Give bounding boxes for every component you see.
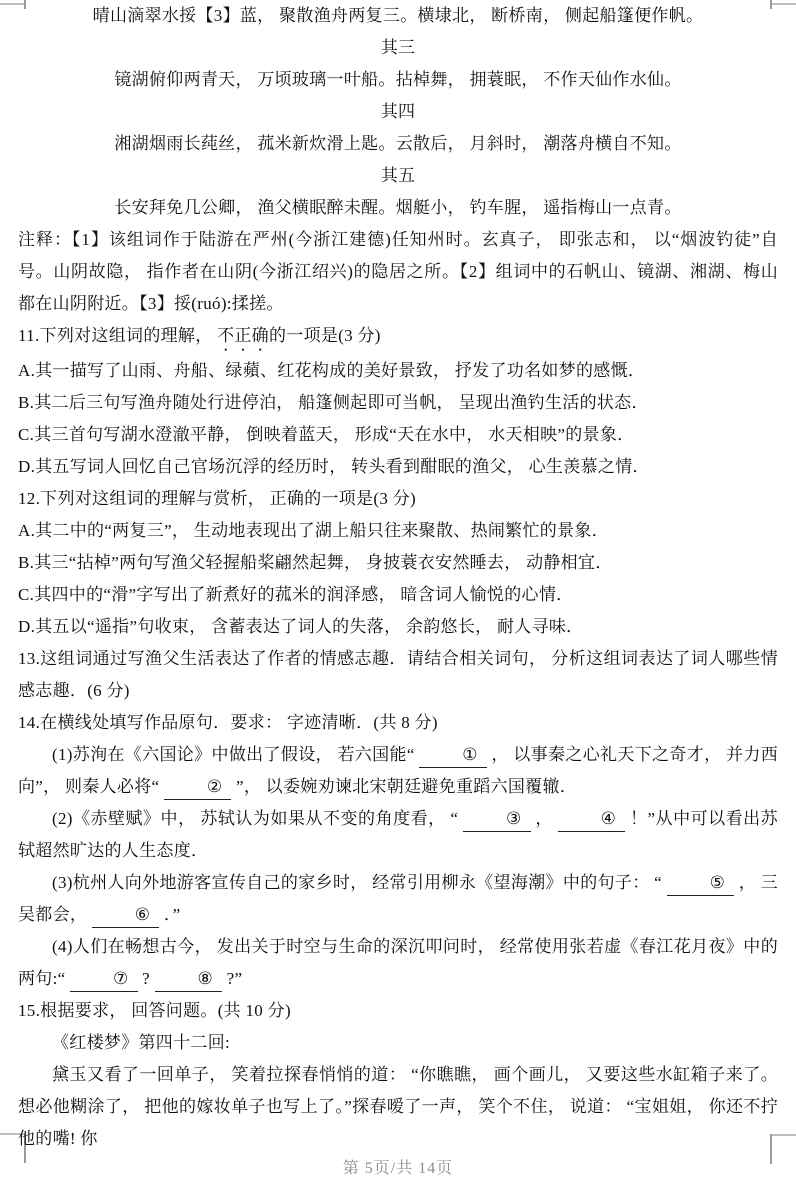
- fill-blank-⑦: ⑦: [70, 967, 138, 992]
- question-11-stem-pre: 11.下列对这组词的理解，: [18, 326, 218, 345]
- fill-blank-①: ①: [419, 743, 487, 768]
- question-12-option-c: C.其四中的“滑”字写出了新煮好的菰米的润泽感， 暗含词人愉悦的心情．: [18, 585, 574, 604]
- poem-heading-5: 其五: [380, 166, 416, 185]
- annotations: 注释：【1】该组词作于陆游在严州(今浙江建德)任知州时。玄真子， 即张志和， 以“烟波钓徒”自号。山阴故隐， 指作者在山阴(今浙江绍兴)的隐居之所。【2】组词中的石帆山、镜湖、湘湖、梅山都在山阴附近。【3】挼(ruó):揉搓。: [18, 230, 778, 313]
- question-13-stem: 13.这组词通过写渔父生活表达了作者的情感志趣．请结合相关词句， 分析这组词表达了词人哪些情感志趣．(6 分): [18, 649, 778, 700]
- fill-blank-⑧: ⑧: [155, 967, 223, 992]
- fill-blank-②: ②: [164, 775, 232, 800]
- fill-blank-④: ④: [558, 807, 626, 832]
- question-15-passage: 黛玉又看了一回单子， 笑着拉探春悄悄的道： “你瞧瞧， 画个画儿， 又要这些水缸箱子来了。想必他糊涂了， 把他的嫁妆单子也写上了。”探春嗳了一声， 笑个不住， 说道： “宝姐姐， 你还不拧他的嘴! 你: [18, 1065, 778, 1148]
- fill-blank-⑥: ⑥: [92, 903, 160, 928]
- question-14-item-1: (1)苏洵在《六国论》中做出了假设， 若六国能“ ① ， 以事秦之心礼天下之奇才， 并力西向”， 则秦人必将“ ② ”， 以委婉劝谏北宋朝廷避免重蹈六国覆辙．: [18, 739, 778, 803]
- question-11-stem: [18, 320, 778, 355]
- question-11-stem-emphasis: 不正确: [217, 326, 269, 345]
- poem-line-5: 长安拜免几公卿， 渔父横眠醉未醒。烟艇小， 钓车腥， 遥指梅山一点青。: [114, 198, 682, 217]
- fill-blank-③: ③: [463, 807, 531, 832]
- question-11-stem-post: 的一项是(3 分): [268, 326, 381, 345]
- question-14-intro: 14.在横线处填写作品原句．要求： 字迹清晰．(共 8 分): [18, 713, 438, 732]
- question-14-item-2: (2)《赤壁赋》中， 苏轼认为如果从不变的角度看， “ ③ ， ④ ！”从中可以看出苏轼超然旷达的人生态度．: [18, 809, 778, 860]
- question-11-option-d: D.其五写词人回忆自己官场沉浮的经历时， 转头看到酣眠的渔父， 心生羡慕之情．: [18, 457, 650, 476]
- question-15-stem: 15.根据要求， 回答问题。(共 10 分): [18, 1001, 291, 1020]
- poem-heading-4: 其四: [380, 102, 416, 121]
- question-15-source: 《红楼梦》第四十二回:: [52, 1033, 231, 1052]
- question-11-option-b: B.其二后三句写渔舟随处行进停泊， 船篷侧起即可当帆， 呈现出渔钓生活的状态．: [18, 393, 649, 412]
- question-12-option-d: D.其五以“遥指”句收束， 含蓄表达了词人的失落， 余韵悠长， 耐人寻味．: [18, 617, 584, 636]
- page-number-footer: 第 5页/共 14页: [342, 1160, 454, 1177]
- fill-blank-⑤: ⑤: [667, 871, 735, 896]
- question-11-option-c: C.其三首句写湖水澄澈平静， 倒映着蓝天， 形成“天在水中， 水天相映”的景象．: [18, 425, 635, 444]
- question-12-option-a: A.其二中的“两复三”， 生动地表现出了湖上船只往来聚散、热闹繁忙的景象．: [18, 521, 609, 540]
- poem-line-2: 晴山滴翠水挼【3】蓝， 聚散渔舟两复三。横埭北， 断桥南， 侧起船篷便作帆。: [92, 6, 704, 25]
- poem-line-4: 湘湖烟雨长莼丝， 菰米新炊滑上匙。云散后， 月斜时， 潮落舟横自不知。: [114, 134, 682, 153]
- poem-heading-3: 其三: [380, 38, 416, 57]
- question-12-option-b: B.其三“拈棹”两句写渔父轻握船桨翩然起舞， 身披蓑衣安然睡去， 动静相宜．: [18, 553, 613, 572]
- question-14-item-4: (4)人们在畅想古今， 发出关于时空与生命的深沉叩问时， 经常使用张若虚《春江花月夜》中的两句:“ ⑦ ? ⑧ ?”: [18, 931, 778, 995]
- question-12-stem: 12.下列对这组词的理解与赏析， 正确的一项是(3 分): [18, 489, 416, 508]
- poem-line-3: 镜湖俯仰两青天， 万顷玻璃一叶船。拈棹舞， 拥蓑眠， 不作天仙作水仙。: [114, 70, 682, 89]
- question-11-option-a: A.其一描写了山雨、舟船、绿蘋、红花构成的美好景致， 抒发了功名如梦的感慨．: [18, 361, 646, 380]
- question-14-item-3: (3)杭州人向外地游客宣传自己的家乡时， 经常引用柳永《望海潮》中的句子： “ ⑤ ， 三吴都会， ⑥ ．”: [18, 867, 778, 931]
